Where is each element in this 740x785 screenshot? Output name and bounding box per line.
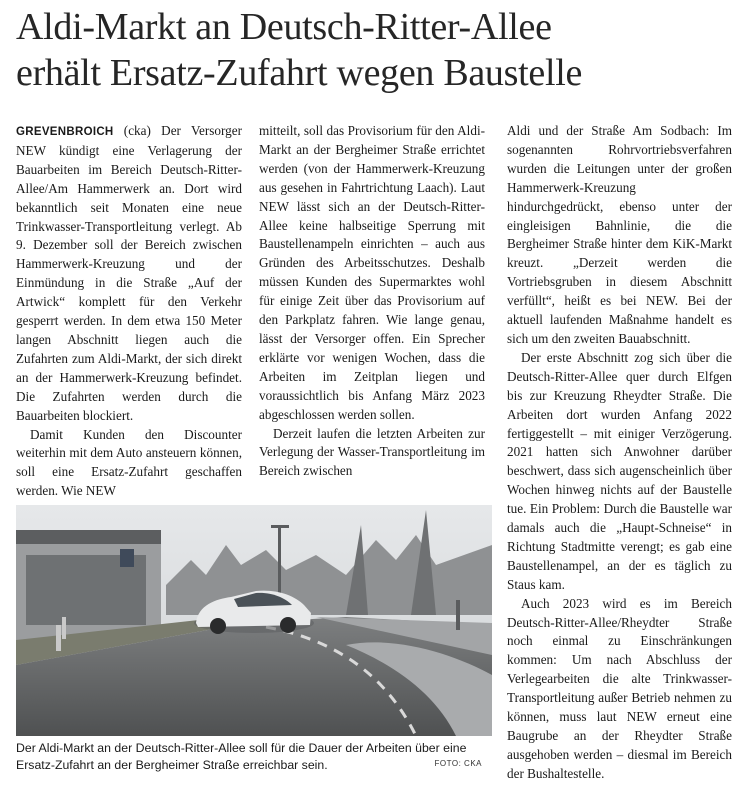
paragraph: Damit Kunden den Discounter weiterhin mit dem Auto ansteuern können, soll eine Ersatz-Zufahrt geschaffen werden. Wie NEW [16, 426, 242, 499]
article-column-1 [16, 122, 242, 501]
paragraph: mitteilt, soll das Provisorium für den Aldi-Markt an der Bergheimer Straße errichtet werden (von der Hammerwerk-Kreuzung aus gesehen in Fahrtrichtung Laach). Laut NEW lässt sich an der Deutsch-Ritter-Allee keine halbseitige Sperrung mit Baustellenampeln einrichten – auch aus Gründen des Arbeitsschutzes. Deshalb müssen Kunden des Supermarktes wohl für einige Zeit über das Provisorium auf den Parkplatz fahren. Wie lange genau, lässt der Versorger offen. Ein Sprecher erklärte vor wenigen Wochen, dass die Arbeiten im Zeitplan liegen und voraussichtlich bis Anfang März 2023 abgeschlossen werden sollen. [259, 123, 485, 422]
paragraph: Auch 2023 wird es im Bereich Deutsch-Ritter-Allee/Rheydter Straße noch einmal zu Einschränkungen kommen: Um nach Abschluss der Verlegearbeiten die alte Trinkwasser-Transportleitung außer Betrieb nehmen zu können, muss laut NEW erneut eine Baugrube an der Rheydter Straße ausgehoben werden – diesmal im Bereich der Bushaltestelle. [507, 595, 732, 781]
paragraph: Derzeit laufen die letzten Arbeiten zur Verlegung der Wasser-Transportleitung im Bereich zwischen [259, 425, 485, 479]
photo-caption [16, 740, 492, 774]
headline-line-2: erhält Ersatz-Zufahrt wegen Baustelle [16, 52, 583, 94]
article-column-3 [507, 122, 732, 784]
paragraph: Der erste Abschnitt zog sich über die Deutsch-Ritter-Allee quer durch Elfgen bis zur Kreuzung Rheydter Straße. Die Arbeiten dort wurden Anfang 2022 fertiggestellt – mit einiger Verzögerung. 2021 hatten sich Anwohner darüber beschwert, dass sich augenscheinlich über Wochen hinweg nichts auf der Baustelle tue. Ein Problem: Durch die Baustelle war damals auch die „Haupt-Schneise“ in Richtung Stadtmitte verengt; es gab eine Baustellenampel, an der es täglich zu Staus kam. [507, 349, 732, 592]
photo-credit: FOTO: CKA [434, 759, 482, 768]
paragraph: Aldi und der Straße Am Sodbach: Im sogenannten Rohrvortriebsverfahren wurden die Leitungen unter der großen Hammerwerk-Kreuzung hindurchgedrückt, ebenso unter der eingleisigen Bahnlinie, die die Bergheimer Straße hinter dem KiK-Markt kreuzt. „Derzeit werden die Vortriebsgruben in diesem Abschnitt verfüllt“, heißt es bei NEW. Bei der aktuell laufenden Maßnahme handelt es sich um den zweiten Bauabschnitt. [507, 123, 732, 346]
dateline: GREVENBROICH [16, 126, 114, 138]
headline-line-1: Aldi-Markt an Deutsch-Ritter-Allee [16, 6, 552, 48]
headline [16, 4, 732, 96]
article-column-2 [259, 122, 485, 481]
paragraph-text: (cka) Der Versorger NEW kündigt eine Verlagerung der Bauarbeiten im Bereich Deutsch-Ritter-Allee/Am Hammerwerk an. Dort wird bekanntlich seit Monaten eine neue Trinkwasser-Transportleitung verlegt. Ab 9. Dezember soll der Bereich zwischen Hammerwerk-Kreuzung und der Einmündung in die Straße „Auf der Artwick“ komplett für den Verkehr gesperrt werden. In dem etwa 150 Meter langen Abschnitt liegen auch die Zufahrten zum Aldi-Markt, der sich direkt an der Hammerwerk-Kreuzung befindet. Die Zufahrten werden durch die Bauarbeiten blockiert. [16, 123, 242, 423]
paragraph [16, 122, 242, 426]
street-photo [16, 505, 492, 736]
caption-text: Der Aldi-Markt an der Deutsch-Ritter-Allee soll für die Dauer der Arbeiten über eine Ersatz-Zufahrt an der Bergheimer Straße erreichbar sein. [16, 741, 467, 772]
